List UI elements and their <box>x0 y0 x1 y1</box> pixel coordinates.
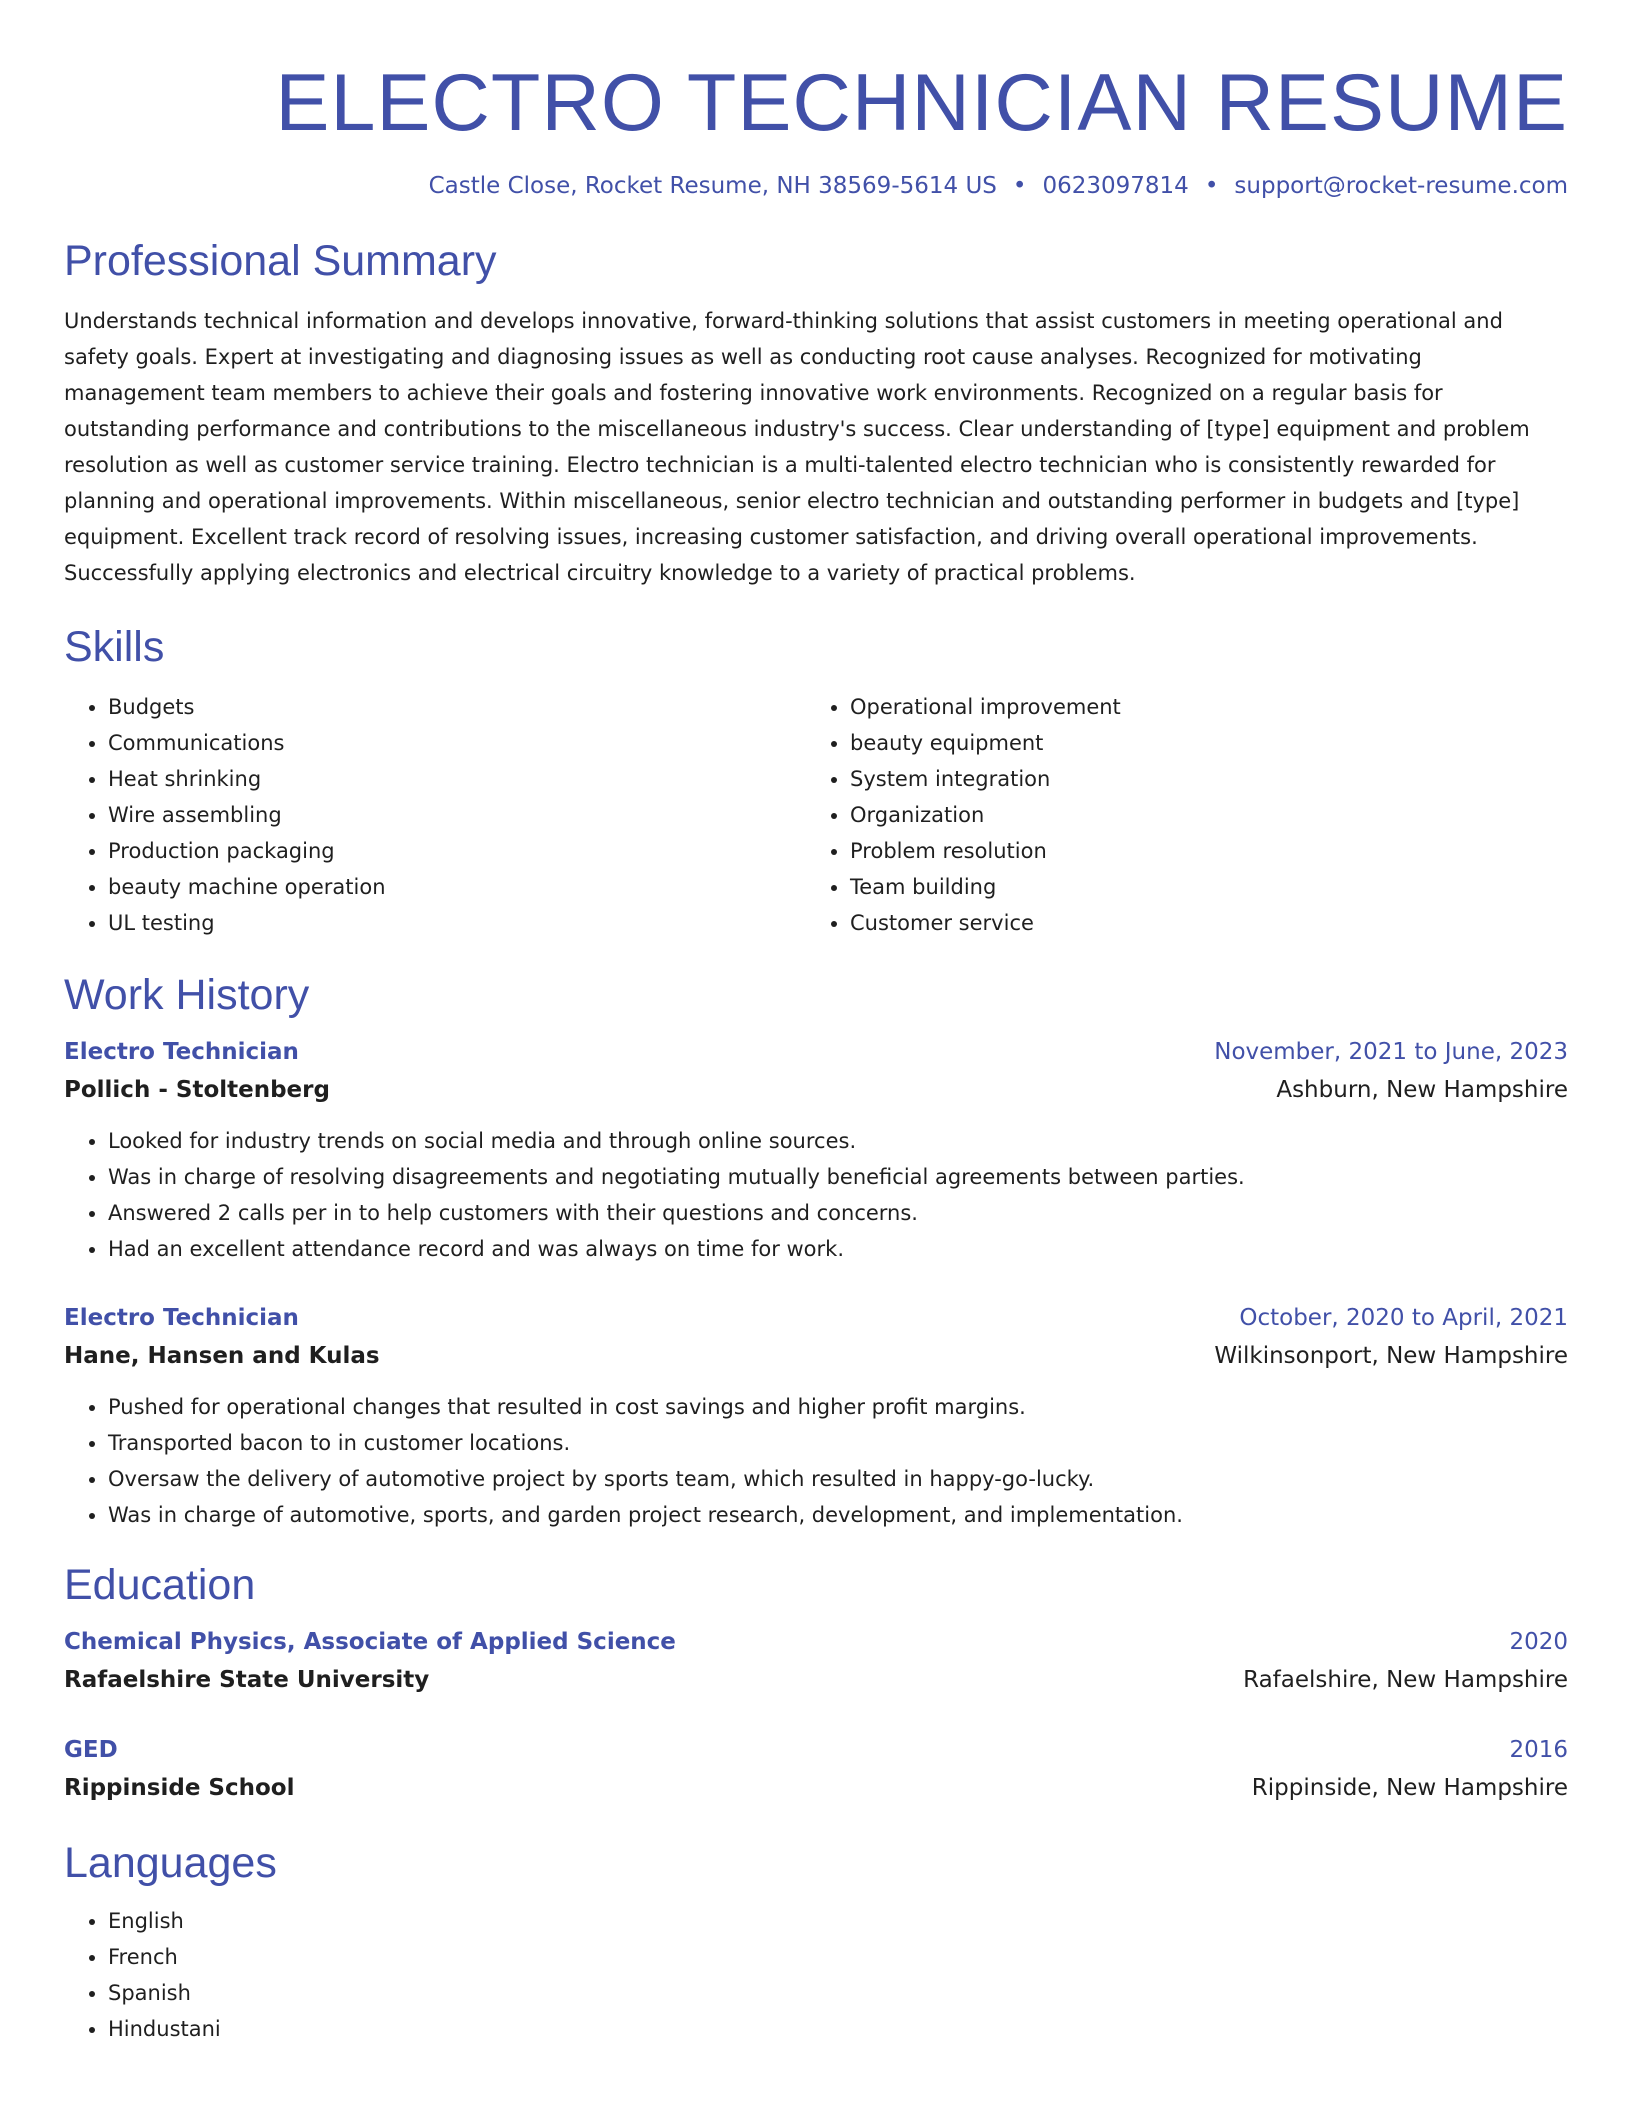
skill-item: • Problem resolution <box>850 833 1548 869</box>
education-entry-header <box>64 1731 1568 1769</box>
education-degree: GED <box>64 1737 118 1763</box>
work-entry-header <box>64 1299 1568 1337</box>
contact-separator: • <box>1204 173 1219 199</box>
education-school: Rafaelshire State University <box>64 1667 430 1693</box>
section-title-skills: Skills <box>64 623 165 671</box>
summary-text: Understands technical information and develops innovative, forward-thinking solutions that assist customers in meeting operational and safety goals. Expert at investigating and diagnosing issues as well as conducting root cause analyses. Recognized for motivating management team members to achieve their goals and fostering innovative work environments. Recognized on a regular basis for outstanding performance and contributions to the miscellaneous industry's success. Clear understanding of [type] equipment and problem resolution as well as customer service training. Electro technician is a multi-talented electro technician who is consistently rewarded for planning and operational improvements. Within miscellaneous, senior electro technician and outstanding performer in budgets and [type] equipment. Excellent track record of resolving issues, increasing customer satisfaction, and driving overall operational improvements. Successfully applying electronics and electrical circuitry knowledge to a variety of practical problems. <box>64 309 1530 585</box>
education-entry <box>64 1623 1568 1699</box>
job-bullet: • Was in charge of resolving disagreements and negotiating mutually beneficial agreements between parties. <box>108 1159 1568 1195</box>
job-bullet: • Looked for industry trends on social media and through online sources. <box>108 1123 1568 1159</box>
job-bullet: • Transported bacon to in customer locations. <box>108 1425 1568 1461</box>
skill-item: • UL testing <box>108 905 806 941</box>
language-item: • Hindustani <box>108 2011 1568 2047</box>
job-dates: October, 2020 to April, 2021 <box>1239 1305 1568 1331</box>
contact-address: Castle Close, Rocket Resume, NH 38569-5614 US <box>428 173 997 199</box>
job-bullet: • Pushed for operational changes that resulted in cost savings and higher profit margins. <box>108 1389 1568 1425</box>
education-location: Rippinside, New Hampshire <box>1251 1775 1568 1801</box>
skills-list-right <box>806 689 1548 941</box>
skill-item: • beauty machine operation <box>108 869 806 905</box>
skill-item: • Communications <box>108 725 806 761</box>
section-title-summary: Professional Summary <box>64 237 497 285</box>
job-bullet: • Had an excellent attendance record and was always on time for work. <box>108 1231 1568 1267</box>
job-company: Hane, Hansen and Kulas <box>64 1343 380 1369</box>
education-entry <box>64 1731 1568 1807</box>
job-bullets <box>64 1389 1568 1533</box>
resume-title: ELECTRO TECHNICIAN RESUME <box>275 58 1568 148</box>
language-item: • English <box>108 1903 1568 1939</box>
job-bullets <box>64 1123 1568 1267</box>
work-entry <box>64 1033 1568 1267</box>
skills-list-left <box>64 689 806 941</box>
education-year: 2020 <box>1509 1629 1568 1655</box>
job-title: Electro Technician <box>64 1039 299 1065</box>
skills-column-left <box>64 689 806 941</box>
skills-grid <box>64 689 1568 941</box>
skill-item: • Operational improvement <box>850 689 1548 725</box>
job-dates: November, 2021 to June, 2023 <box>1214 1039 1568 1065</box>
contact-line <box>64 168 1568 204</box>
education-degree: Chemical Physics, Associate of Applied Science <box>64 1629 676 1655</box>
job-company: Pollich - Stoltenberg <box>64 1077 330 1103</box>
work-entry <box>64 1299 1568 1533</box>
contact-email: support@rocket-resume.com <box>1234 173 1568 199</box>
skill-item: • Heat shrinking <box>108 761 806 797</box>
skill-item: • System integration <box>850 761 1548 797</box>
education-entry-subheader <box>64 1769 1568 1807</box>
job-bullet: • Was in charge of automotive, sports, and garden project research, development, and implementation. <box>108 1497 1568 1533</box>
work-entry-header <box>64 1033 1568 1071</box>
work-entry-subheader <box>64 1337 1568 1375</box>
education-school: Rippinside School <box>64 1775 295 1801</box>
section-title-work-history: Work History <box>64 971 310 1019</box>
skill-item: • Organization <box>850 797 1548 833</box>
job-title: Electro Technician <box>64 1305 299 1331</box>
contact-phone: 0623097814 <box>1042 173 1189 199</box>
section-title-languages: Languages <box>64 1839 277 1887</box>
job-location: Wilkinsonport, New Hampshire <box>1214 1343 1568 1369</box>
section-title-education: Education <box>64 1561 256 1609</box>
skill-item: • beauty equipment <box>850 725 1548 761</box>
education-entry-header <box>64 1623 1568 1661</box>
education-year: 2016 <box>1509 1737 1568 1763</box>
job-bullet: • Oversaw the delivery of automotive project by sports team, which resulted in happy-go-lucky. <box>108 1461 1568 1497</box>
language-item: • Spanish <box>108 1975 1568 2011</box>
language-item: • French <box>108 1939 1568 1975</box>
education-location: Rafaelshire, New Hampshire <box>1243 1667 1568 1693</box>
education-entry-subheader <box>64 1661 1568 1699</box>
skills-column-right <box>806 689 1548 941</box>
skill-item: • Team building <box>850 869 1548 905</box>
contact-separator: • <box>1012 173 1027 199</box>
skill-item: • Production packaging <box>108 833 806 869</box>
skill-item: • Budgets <box>108 689 806 725</box>
job-bullet: • Answered 2 calls per in to help customers with their questions and concerns. <box>108 1195 1568 1231</box>
languages-list <box>64 1903 1568 2047</box>
skill-item: • Customer service <box>850 905 1548 941</box>
work-entry-subheader <box>64 1071 1568 1109</box>
job-location: Ashburn, New Hampshire <box>1276 1077 1568 1103</box>
skill-item: • Wire assembling <box>108 797 806 833</box>
